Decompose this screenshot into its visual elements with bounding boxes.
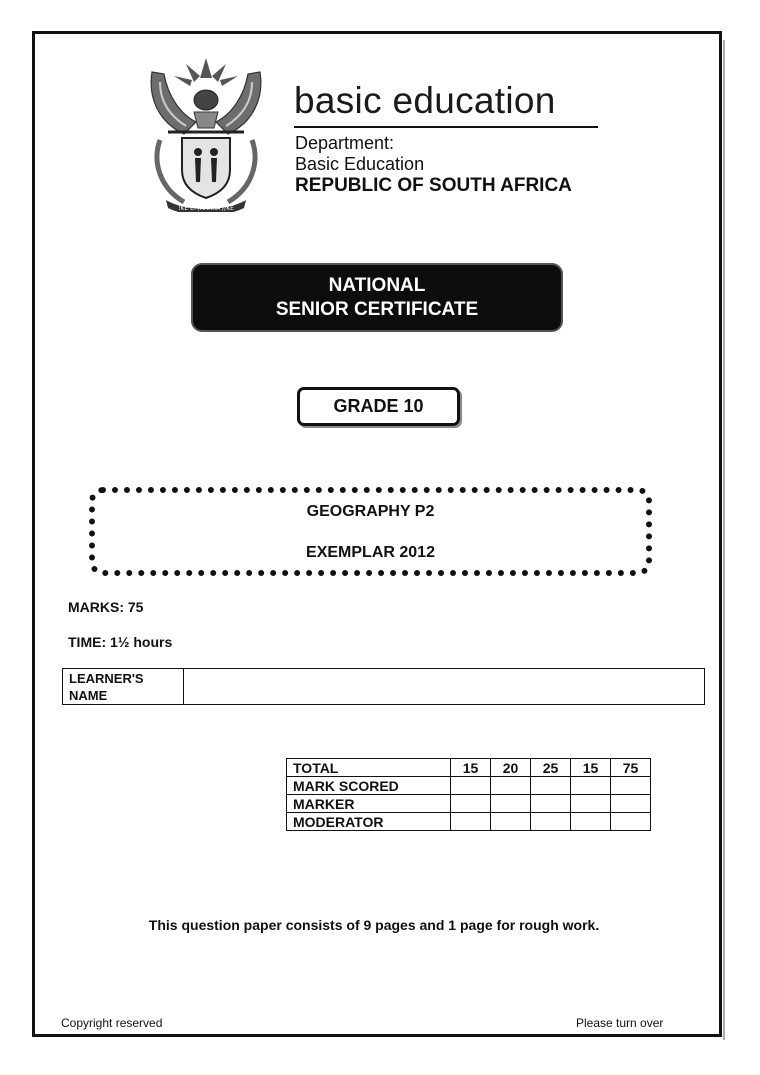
table-cell[interactable] [451,795,491,813]
learner-label-line-2: NAME [69,688,108,703]
table-cell[interactable] [571,795,611,813]
learner-name-label [63,669,184,704]
table-cell[interactable] [451,777,491,795]
svg-text:!KE E: /XARRA //KE: !KE E: /XARRA //KE [178,205,234,212]
learner-name-field[interactable] [184,669,704,704]
row-label: MARK SCORED [287,777,451,795]
table-cell[interactable] [451,813,491,831]
certificate-line-2: SENIOR CERTIFICATE [275,298,479,320]
row-label: MODERATOR [287,813,451,831]
subject-box [89,487,652,576]
table-cell[interactable] [531,813,571,831]
certificate-banner [193,265,561,330]
brand-title: basic education [294,80,556,121]
table-row [287,759,651,777]
brand-divider [294,126,598,128]
table-cell[interactable] [491,813,531,831]
table-cell[interactable] [531,777,571,795]
turn-over-note: Please turn over [576,1016,664,1030]
marks-table [286,758,651,831]
table-cell[interactable] [491,777,531,795]
table-cell[interactable] [611,813,651,831]
table-row [287,813,651,831]
subject-edition: EXEMPLAR 2012 [306,544,435,561]
row-label: MARKER [287,795,451,813]
copyright-notice: Copyright reserved [61,1016,163,1030]
table-cell[interactable] [571,813,611,831]
table-cell: 15 [451,759,491,777]
table-row [287,795,651,813]
table-cell[interactable] [571,777,611,795]
coat-of-arms-icon [140,52,272,212]
marks-label: MARKS: 75 [68,599,144,615]
certificate-line-1: NATIONAL [328,274,426,296]
grade-badge: GRADE 10 [297,387,460,426]
table-cell: 20 [491,759,531,777]
table-cell[interactable] [611,795,651,813]
table-cell: 15 [571,759,611,777]
department-label: Department: [295,133,395,153]
department-name: Basic Education [295,154,425,174]
table-cell[interactable] [531,795,571,813]
time-label: TIME: 1½ hours [68,634,173,650]
learner-label-line-1: LEARNER'S [69,671,144,686]
table-cell: 25 [531,759,571,777]
table-row [287,777,651,795]
row-label: TOTAL [287,759,451,777]
subject-title: GEOGRAPHY P2 [306,503,435,520]
table-cell[interactable] [611,777,651,795]
page-count-note: This question paper consists of 9 pages and 1 page for rough work. [148,917,600,933]
learner-name-row [62,668,705,705]
country-name: REPUBLIC OF SOUTH AFRICA [295,175,572,196]
table-cell[interactable] [491,795,531,813]
table-cell: 75 [611,759,651,777]
